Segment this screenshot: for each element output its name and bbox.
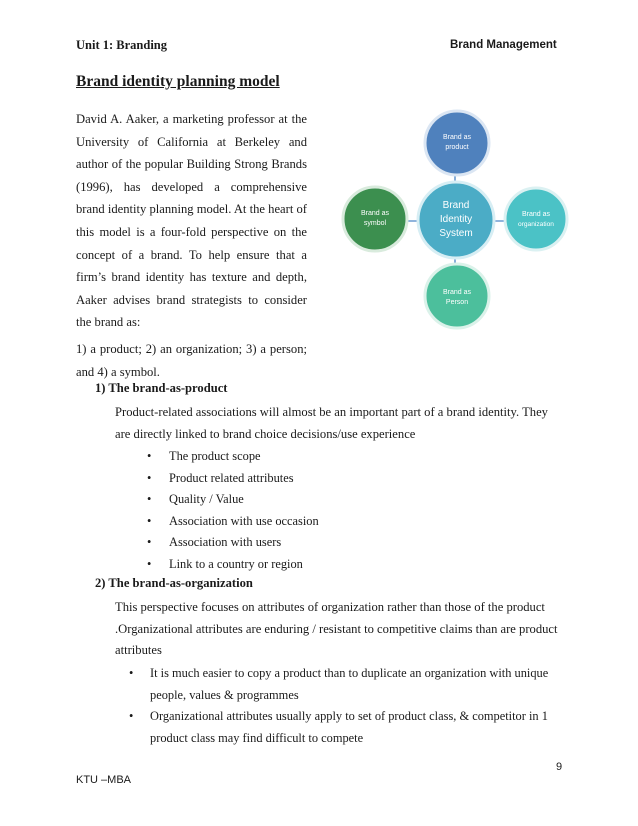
node-center-line1: Brand (442, 200, 470, 211)
bullet-icon: • (147, 513, 152, 528)
bullet-icon: • (147, 492, 152, 506)
intro-perspectives: 1) a product; 2) an organization; 3) a person; and 4) a symbol. (76, 341, 307, 379)
section2-line1: This perspective focuses on attributes of organization rather than those of the product (115, 600, 545, 614)
section2-line2: .Organizational attributes are enduring / resistant to competitive claims than are product (115, 621, 558, 636)
footer-program: KTU –MBA (76, 774, 132, 786)
list-item: • It is much easier to copy a product than to duplicate an organization with unique people, values & programmes (129, 663, 567, 706)
node-center (418, 182, 494, 258)
intro-paragraph: David A. Aaker, a marketing professor at the University of California at Berkeley and author of the popular Building Strong Brands (1996), has developed a comprehensive brand identity planning model. At the heart of this model is a four-fold perspective on the concept of a brand. To help ensure that a firm’s brand identity has texture and depth, Aaker advises brand strategists to consider the brand as: (76, 112, 307, 330)
node-bottom-line2: Person (445, 299, 469, 306)
list-item: • The product scope (147, 446, 447, 468)
bullet-icon: • (147, 449, 152, 463)
section1-line2: are directly linked to brand choice decisions/use experience (115, 426, 416, 441)
node-left (343, 187, 407, 251)
node-bottom (425, 264, 489, 328)
section2-description (115, 597, 567, 662)
node-right-line2: organization (518, 221, 554, 228)
brand-identity-diagram (340, 108, 570, 333)
list-item: • Product related attributes (147, 468, 447, 490)
bullet-icon: • (147, 470, 152, 485)
node-bottom-line1: Brand as (442, 289, 472, 296)
bullet-icon: • (129, 666, 134, 680)
list-item: • Association with use occasion (147, 511, 447, 533)
node-right-line1: Brand as (521, 211, 551, 218)
node-top (425, 111, 489, 175)
section2-bullet-list (129, 663, 567, 749)
section1-line1: Product-related associations will almost be an important part of a brand identity. They (115, 405, 548, 419)
node-top-line2: product (445, 144, 469, 151)
section2-line3: attributes (115, 643, 162, 657)
page-number: 9 (556, 761, 563, 773)
section1-description (115, 402, 567, 445)
bullet-icon: • (147, 535, 152, 549)
section1-bullet-list (147, 446, 447, 575)
node-right (505, 188, 567, 250)
bullet-icon: • (147, 556, 152, 571)
list-item: • Organizational attributes usually apply to set of product class, & competitor in 1 product class may find difficult to compete (129, 706, 567, 749)
intro-text (76, 108, 307, 383)
list-item: • Link to a country or region (147, 554, 447, 576)
node-center-line3: System (439, 228, 473, 239)
section2-heading: 2) The brand-as-organization (95, 576, 253, 590)
node-left-line1: Brand as (360, 210, 390, 217)
section1-heading: 1) The brand-as-product (95, 381, 228, 395)
node-center-line2: Identity (439, 214, 473, 225)
bullet-icon: • (129, 709, 134, 723)
node-top-line1: Brand as (442, 134, 472, 141)
section-title: Brand identity planning model (76, 73, 280, 90)
header-course-title: Brand Management (450, 39, 557, 51)
list-item: • Quality / Value (147, 489, 447, 511)
header-unit-title: Unit 1: Branding (76, 38, 167, 52)
node-left-line2: symbol (363, 220, 387, 227)
list-item: • Association with users (147, 532, 447, 554)
